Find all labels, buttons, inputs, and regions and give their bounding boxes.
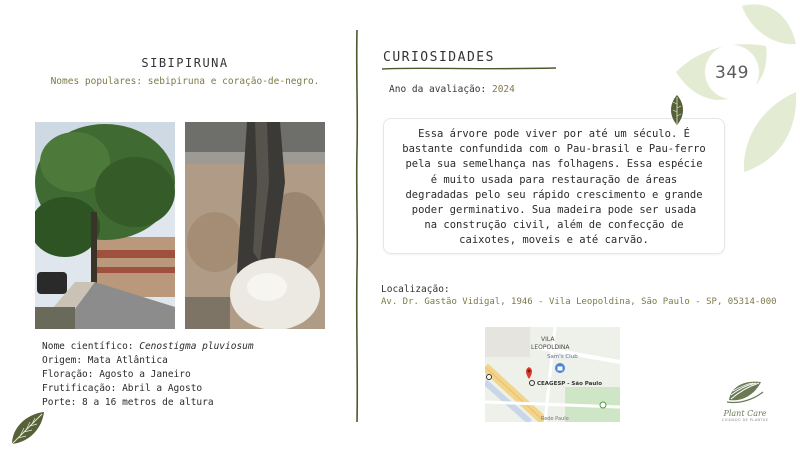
map-district-label-1: VILA (541, 336, 555, 343)
logo-tagline: CUIDADO DE PLANTAS (721, 418, 769, 422)
tree-number-badge: 349 (715, 63, 749, 83)
shopping-bag-icon (555, 363, 565, 373)
tree-photo (35, 122, 175, 329)
map-district-label-2: LEOPOLDINA (531, 344, 570, 351)
curiosity-line: caixotes, moveis e até carvão. (459, 234, 649, 247)
location-label: Localização: (381, 284, 450, 295)
leaf-icon (8, 408, 48, 448)
trunk-photo (185, 122, 325, 329)
map-place-street: Rede Paulo (541, 416, 569, 422)
column-divider (352, 30, 362, 422)
map-place-ceagesp: CEAGESP - São Paulo (537, 381, 602, 387)
size-row: Porte: 8 a 16 metros de altura (42, 397, 214, 408)
location-map[interactable] (485, 327, 620, 422)
curiosity-line: Essa árvore pode viver por até um século. É (418, 128, 690, 140)
evaluation-year-label: Ano da avaliação: (389, 84, 487, 95)
location-address: Av. Dr. Gastão Vidigal, 1946 - Vila Leopoldina, São Paulo - SP, 05314-000 (381, 297, 777, 307)
curiosity-line: poder germinativo. Sua madeira pode ser usada (411, 204, 697, 217)
curiosity-line: bastante confundida com o Pau-brasil e Pau-ferro (402, 143, 706, 156)
fruiting-row: Frutificação: Abril a Agosto (42, 383, 203, 394)
leaf-icon (667, 94, 687, 126)
curiosity-line: na construção civil, além de confecção de (424, 219, 684, 232)
curiosity-line: degradadas pelo seu rápido crescimento e grande (405, 188, 703, 201)
curiosities-title: CURIOSIDADES (383, 50, 495, 65)
scientific-name-row (42, 340, 254, 354)
evaluation-year-row (389, 84, 515, 95)
origin-row: Origem: Mata Atlântica (42, 355, 168, 366)
title-underline (382, 66, 557, 72)
curiosity-line: pela sua semelhança nas folhagens. Essa espécie (405, 158, 703, 171)
plant-care-logo-icon (725, 378, 765, 404)
popular-names: Nomes populares: sebipiruna e coração-de-negro. (50, 76, 320, 87)
tree-info (42, 340, 254, 410)
evaluation-year: 2024 (491, 84, 515, 95)
plant-care-logo (709, 378, 781, 422)
logo-name: Plant Care (723, 409, 767, 418)
flowering-row: Floração: Agosto a Janeiro (42, 369, 191, 380)
map-place-sams-club: Sam's Club (547, 354, 578, 360)
scientific-name-label: Nome científico: (42, 341, 140, 352)
tree-name-title: SIBIPIRUNA (141, 56, 229, 70)
scientific-name: Cenostigma pluviosum (139, 341, 254, 352)
curiosity-line: é muito usada para restauração de áreas (430, 173, 678, 186)
